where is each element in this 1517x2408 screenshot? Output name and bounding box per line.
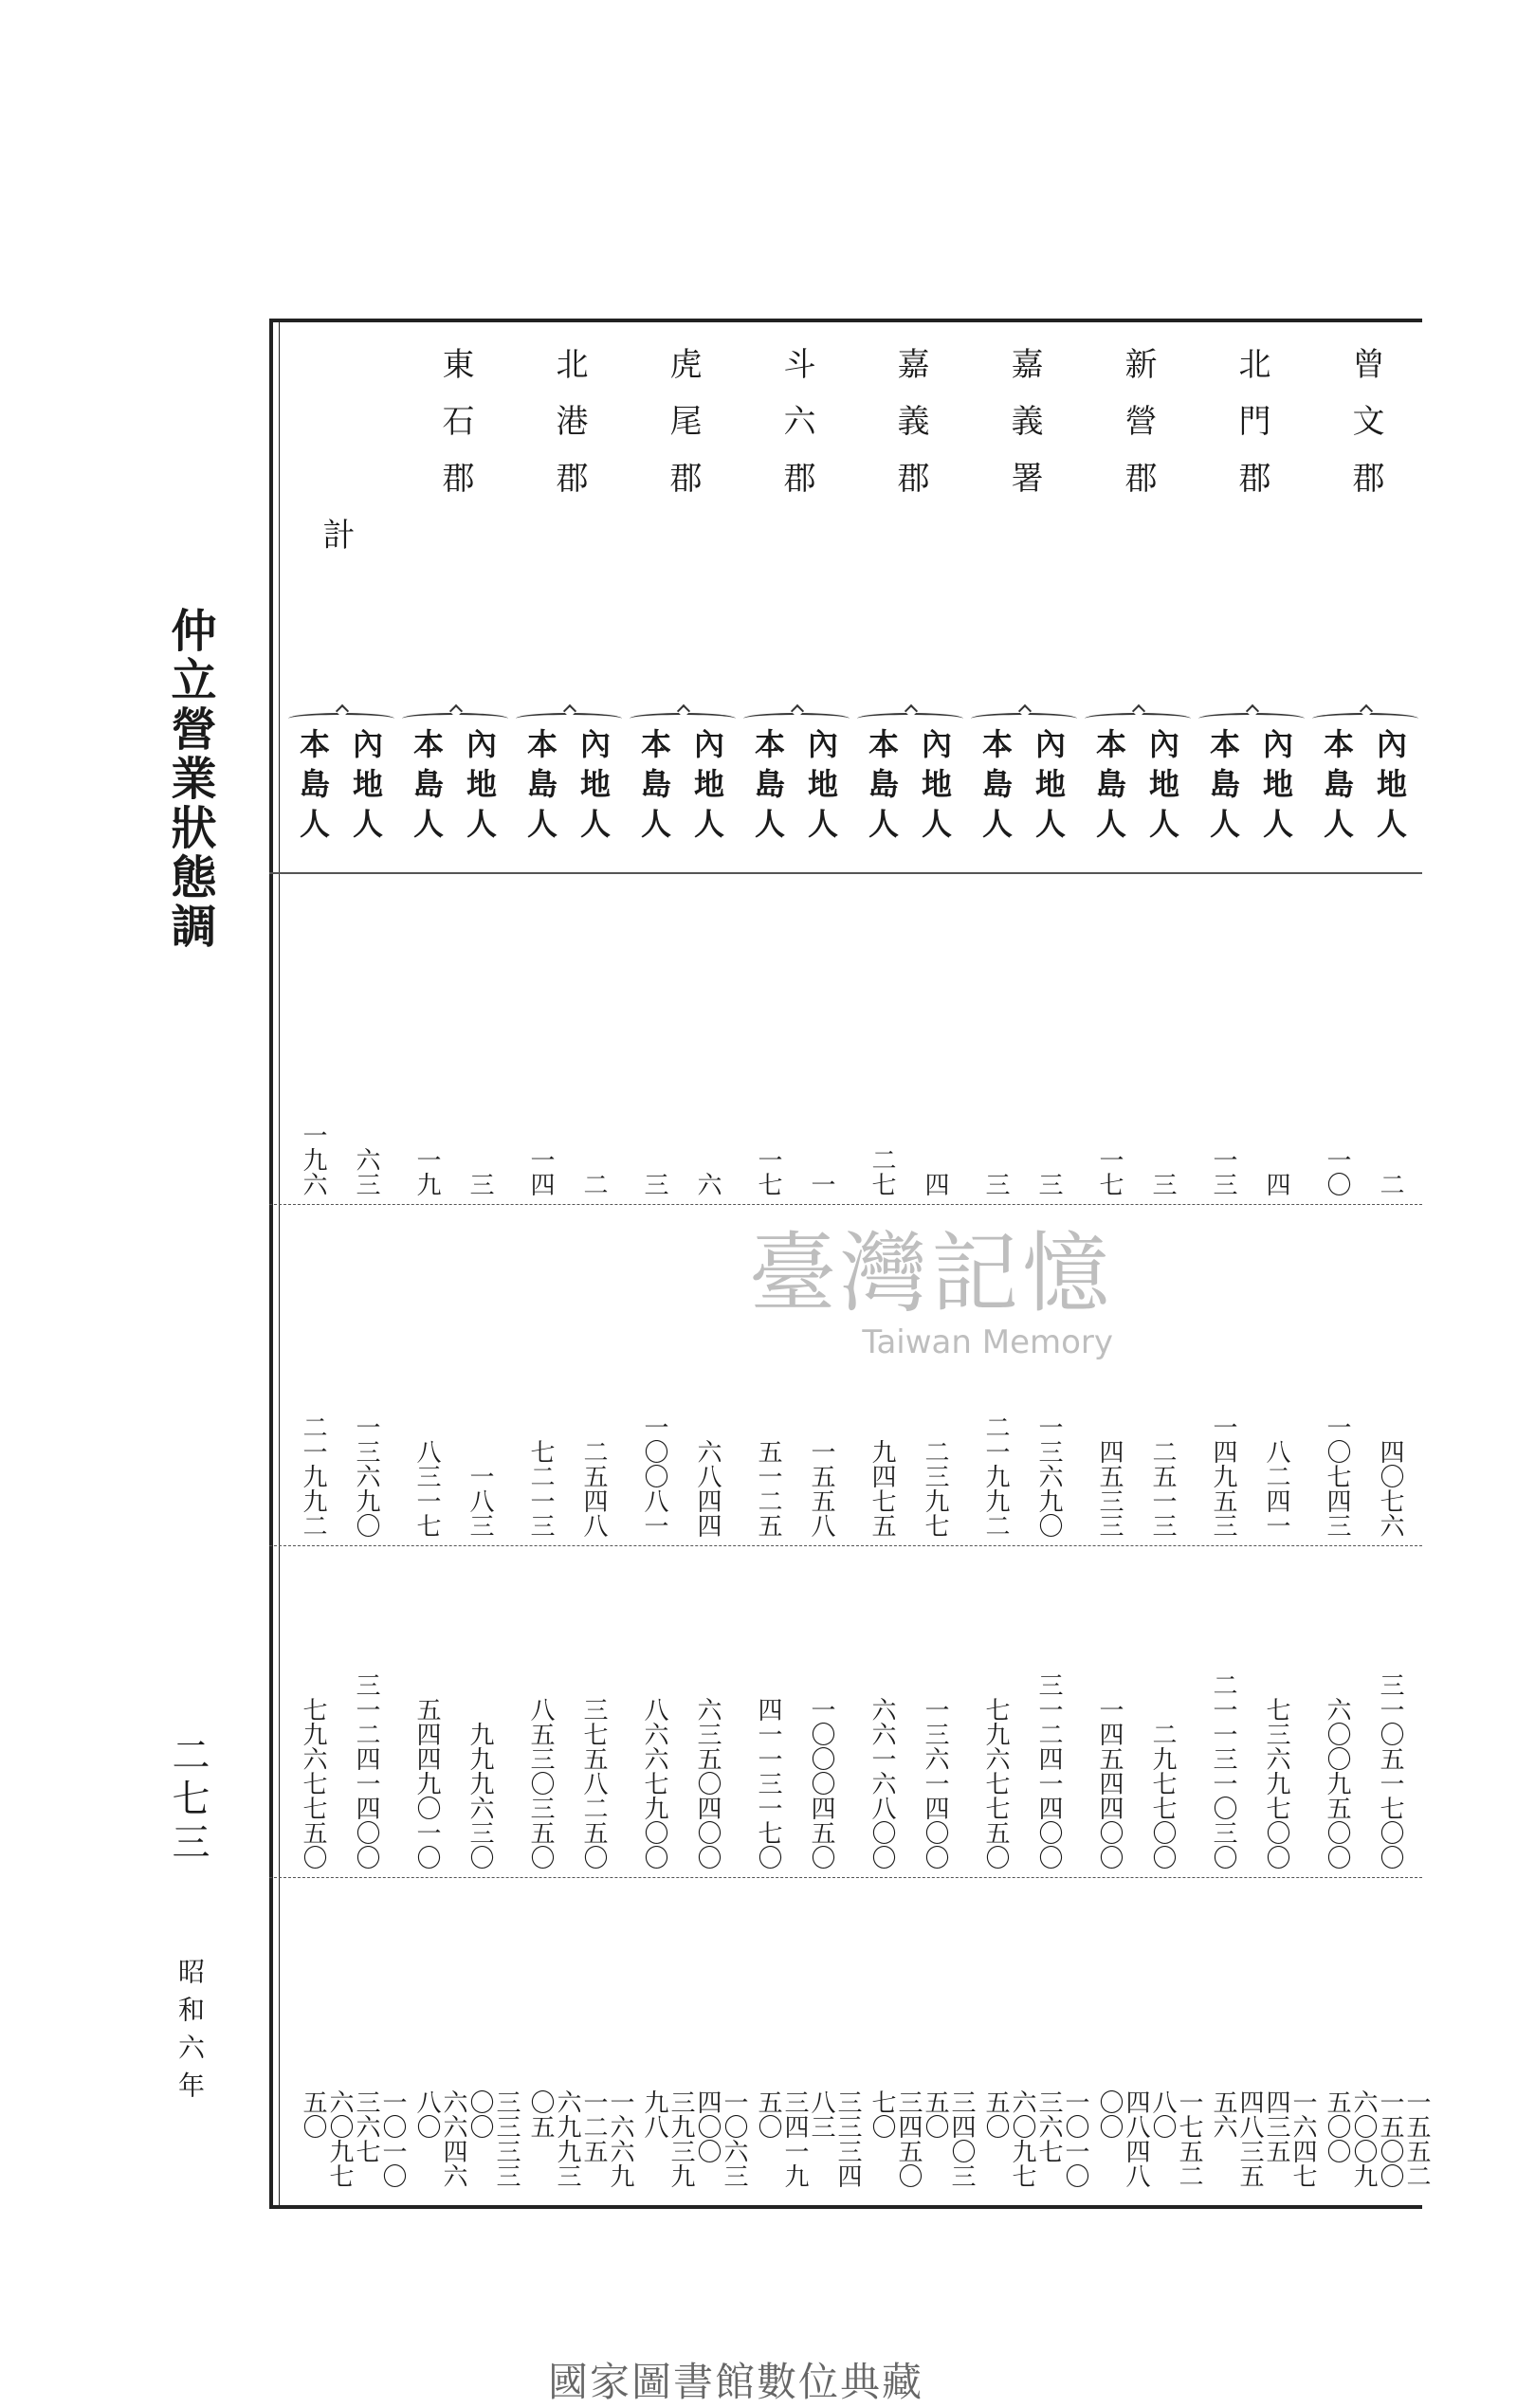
table-cell: 六六四六八〇	[412, 2089, 467, 2188]
table-cell: 一六四七四三五	[1262, 2089, 1317, 2188]
table-cell: 三三三三〇〇	[466, 2089, 521, 2188]
table-cell: 三三三四八三	[807, 2089, 862, 2188]
table-cell: 三四五〇七〇	[868, 2089, 923, 2188]
brace-mark	[1198, 713, 1305, 724]
total-label: 計	[317, 518, 355, 550]
district-name: 虎尾郡	[664, 347, 702, 518]
table-cell: 三	[640, 1172, 668, 1196]
table-cell: 七三六九七〇〇	[1262, 1697, 1290, 1870]
footer-source: 國家圖書館數位典藏	[548, 2359, 924, 2405]
table-cell: 八三一七	[412, 1439, 441, 1538]
table-cell: 一〇七四三	[1323, 1414, 1351, 1538]
document-title: 仲立營業狀態調	[163, 607, 216, 952]
subheader-hontou: 本島人	[1091, 728, 1127, 848]
table-cell: 五一二五	[754, 1439, 782, 1538]
table-cell: 二三九七	[921, 1439, 949, 1538]
table-cell: 六〇〇九五〇〇	[1323, 1697, 1351, 1870]
table-cell: 一九	[412, 1147, 441, 1196]
table-cell: 六〇九七五〇	[981, 2089, 1036, 2188]
table-cell: 三一二四一四〇〇	[352, 1672, 380, 1870]
table-cell: 一〇一〇三六七	[352, 2089, 407, 2188]
watermark-logo: 臺灣記憶	[749, 1223, 1114, 1324]
subheader-naichi: 內地人	[1258, 728, 1294, 848]
brace-mark	[743, 713, 850, 724]
table-cell: 二九七七〇〇	[1148, 1722, 1177, 1870]
table-cell: 四八三五五六	[1209, 2089, 1264, 2188]
subheader-hontou: 本島人	[978, 728, 1014, 848]
table-cell: 三	[981, 1172, 1010, 1196]
table-cell: 三	[1034, 1172, 1063, 1196]
district-header	[853, 347, 967, 717]
district-header	[1195, 347, 1308, 717]
table-cell: 六三五〇四〇〇	[693, 1697, 722, 1870]
table-cell: 二一九九二	[981, 1414, 1010, 1538]
table-cell: 二	[579, 1172, 608, 1196]
table-cell: 六六一六八〇〇	[868, 1697, 896, 1870]
district-header	[1081, 347, 1195, 717]
table-cell: 二五四八	[579, 1439, 608, 1538]
table-cell: 一八三	[466, 1464, 494, 1538]
table-cell: 八五三〇三五〇	[526, 1697, 555, 1870]
district-header	[740, 347, 853, 717]
subheader-naichi: 內地人	[917, 728, 953, 848]
table-cell: 三四〇三五〇	[921, 2089, 976, 2188]
subheader-hontou: 本島人	[1319, 728, 1355, 848]
table-cell: 一五五八	[807, 1439, 835, 1538]
total-header	[284, 347, 398, 717]
table-cell: 一九六	[299, 1122, 327, 1196]
district-header	[1308, 347, 1422, 717]
table-cell: 四〇七六	[1376, 1439, 1404, 1538]
table-cell: 六〇九七五〇	[299, 2089, 354, 2188]
brace-mark	[402, 713, 508, 724]
header-divider	[269, 872, 1422, 874]
table-cell: 九九九六三〇	[466, 1722, 494, 1870]
subheader-naichi: 內地人	[348, 728, 384, 848]
table-cell: 八二四一	[1262, 1439, 1290, 1538]
table-cell: 二	[1376, 1172, 1404, 1196]
subheader-hontou: 本島人	[864, 728, 900, 848]
subheader-naichi: 內地人	[462, 728, 498, 848]
table-cell: 三一〇五一七〇〇	[1376, 1672, 1404, 1870]
table-cell: 二一九九二	[299, 1414, 327, 1538]
subheader-hontou: 本島人	[295, 728, 331, 848]
table-cell: 三	[1148, 1172, 1177, 1196]
table-cell: 一	[807, 1172, 835, 1196]
table-cell: 三	[466, 1172, 494, 1196]
brace-mark	[1312, 713, 1418, 724]
subheader-hontou: 本島人	[636, 728, 672, 848]
table-cell: 三四一九五〇	[754, 2089, 809, 2188]
district-header	[967, 347, 1081, 717]
brace-mark	[857, 713, 963, 724]
district-name: 北門郡	[1233, 347, 1270, 518]
district-name: 嘉義郡	[891, 347, 929, 518]
table-cell: 九四七五	[868, 1439, 896, 1538]
table-cell: 四	[921, 1172, 949, 1196]
page-number: 二七三	[166, 1735, 210, 1866]
table-left-rule	[269, 319, 273, 2209]
table-cell: 一三六一四〇〇	[921, 1697, 949, 1870]
subheader-naichi: 內地人	[1144, 728, 1180, 848]
district-header	[626, 347, 740, 717]
table-cell: 一〇〇八一	[640, 1414, 668, 1538]
table-cell: 一七	[754, 1147, 782, 1196]
subheader-naichi: 內地人	[689, 728, 725, 848]
table-cell: 二一一三一〇三〇	[1209, 1672, 1237, 1870]
row-divider	[269, 1877, 1422, 1878]
table-top-rule	[269, 319, 1422, 322]
table-cell: 八六六七九〇〇	[640, 1697, 668, 1870]
table-cell: 六八四四	[693, 1439, 722, 1538]
district-name: 東石郡	[436, 347, 474, 518]
table-cell: 六〇〇九五〇〇	[1323, 2089, 1378, 2188]
table-cell: 三一二四一四〇〇	[1034, 1672, 1063, 1870]
subheader-hontou: 本島人	[750, 728, 786, 848]
table-cell: 五四四九〇一〇	[412, 1697, 441, 1870]
district-name: 北港郡	[550, 347, 588, 518]
brace-mark	[630, 713, 736, 724]
table-cell: 四一一三一七〇	[754, 1697, 782, 1870]
table-cell: 一四	[526, 1147, 555, 1196]
table-cell: 三九三九九八	[640, 2089, 695, 2188]
watermark-subtitle: Taiwan Memory	[862, 1323, 1114, 1361]
era-year: 昭和六年	[174, 1958, 206, 2109]
table-cell: 一七	[1095, 1147, 1124, 1196]
brace-mark	[1085, 713, 1191, 724]
district-name: 嘉義署	[1005, 347, 1043, 518]
table-cell: 七二一三	[526, 1439, 555, 1538]
table-cell: 一三	[1209, 1147, 1237, 1196]
subheader-naichi: 內地人	[576, 728, 612, 848]
district-name: 新營郡	[1119, 347, 1157, 518]
table-cell: 六九九三〇五	[526, 2089, 581, 2188]
table-cell: 一〇〇〇四五〇	[807, 1697, 835, 1870]
table-cell: 一四五四四〇〇	[1095, 1697, 1124, 1870]
table-cell: 七九六七七五〇	[299, 1697, 327, 1870]
district-name: 斗六郡	[777, 347, 815, 518]
table-cell: 一〇六三四〇〇	[693, 2089, 748, 2188]
subheader-naichi: 內地人	[1372, 728, 1408, 848]
subheader-hontou: 本島人	[522, 728, 558, 848]
district-name: 曾文郡	[1346, 347, 1384, 518]
brace-mark	[288, 713, 394, 724]
table-cell: 一〇	[1323, 1147, 1351, 1196]
table-cell: 一〇一〇三六七	[1034, 2089, 1089, 2188]
subheader-naichi: 內地人	[1031, 728, 1067, 848]
table-left-inner-rule	[279, 319, 280, 2209]
brace-mark	[516, 713, 622, 724]
district-header	[398, 347, 512, 717]
table-cell: 一三六九〇	[352, 1414, 380, 1538]
table-cell: 三七五八二五〇	[579, 1697, 608, 1870]
table-cell: 一七五二八〇	[1148, 2089, 1203, 2188]
subheader-naichi: 內地人	[803, 728, 839, 848]
subheader-hontou: 本島人	[409, 728, 445, 848]
watermark	[749, 1204, 1113, 1361]
row-divider	[269, 1545, 1422, 1546]
table-cell: 四八四八〇〇	[1095, 2089, 1150, 2188]
table-cell: 二七	[868, 1147, 896, 1196]
table-cell: 六	[693, 1172, 722, 1196]
table-cell: 一四九五三	[1209, 1414, 1237, 1538]
table-cell: 四	[1262, 1172, 1290, 1196]
table-cell: 六三	[352, 1147, 380, 1196]
table-cell: 一三六九〇	[1034, 1414, 1063, 1538]
table-cell: 七九六七七五〇	[981, 1697, 1010, 1870]
table-cell: 四五三三	[1095, 1439, 1124, 1538]
table-cell: 一六六九一二五	[579, 2089, 634, 2188]
table-cell: 二五一三	[1148, 1439, 1177, 1538]
district-header	[512, 347, 626, 717]
brace-mark	[971, 713, 1077, 724]
subheader-hontou: 本島人	[1205, 728, 1241, 848]
table-cell: 一五五二一五〇〇	[1376, 2089, 1431, 2188]
